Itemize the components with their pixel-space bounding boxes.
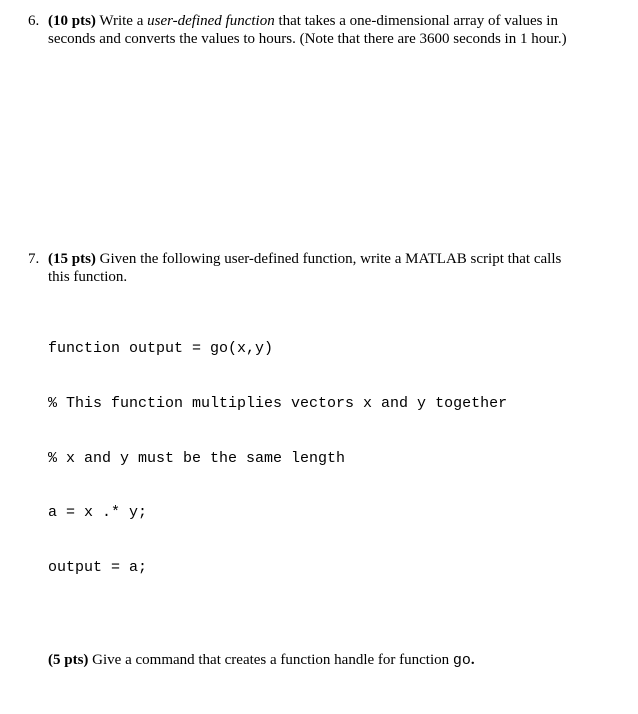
- question-7-prompt: Given the following user-defined function, write a MATLAB script that calls this function.: [48, 251, 562, 285]
- question-8-points: (5 pts): [48, 652, 89, 668]
- question-6-number: 6.: [28, 13, 40, 29]
- question-8-end-punct: .: [470, 652, 475, 668]
- question-6-text-before: Write a: [95, 13, 148, 29]
- question-8-prompt: Give a command that creates a function handle for function: [88, 652, 453, 668]
- question-7-points: (15 pts): [48, 251, 96, 267]
- question-6-points: (10 pts): [48, 13, 96, 29]
- code-line: % x and y must be the same length: [48, 449, 346, 467]
- question-8-text: [48, 651, 608, 670]
- question-7-number: 7.: [28, 251, 40, 267]
- code-line: % This function multiplies vectors x and y together: [48, 395, 508, 413]
- question-8-code-word: go: [452, 652, 471, 669]
- code-line: function output = go(x,y): [48, 340, 274, 358]
- code-line: a = x .* y;: [48, 504, 148, 522]
- question-6-text: [48, 12, 568, 48]
- question-6-emphasis: user-defined function: [147, 13, 275, 29]
- code-block: [48, 304, 507, 595]
- question-7-text: [48, 250, 568, 286]
- code-line: output = a;: [48, 558, 148, 576]
- question-6-text-after: that takes a one-dimensional array of values in seconds and converts the values to hours. (Note that there are 3600 seconds in 1 hour.): [48, 13, 567, 47]
